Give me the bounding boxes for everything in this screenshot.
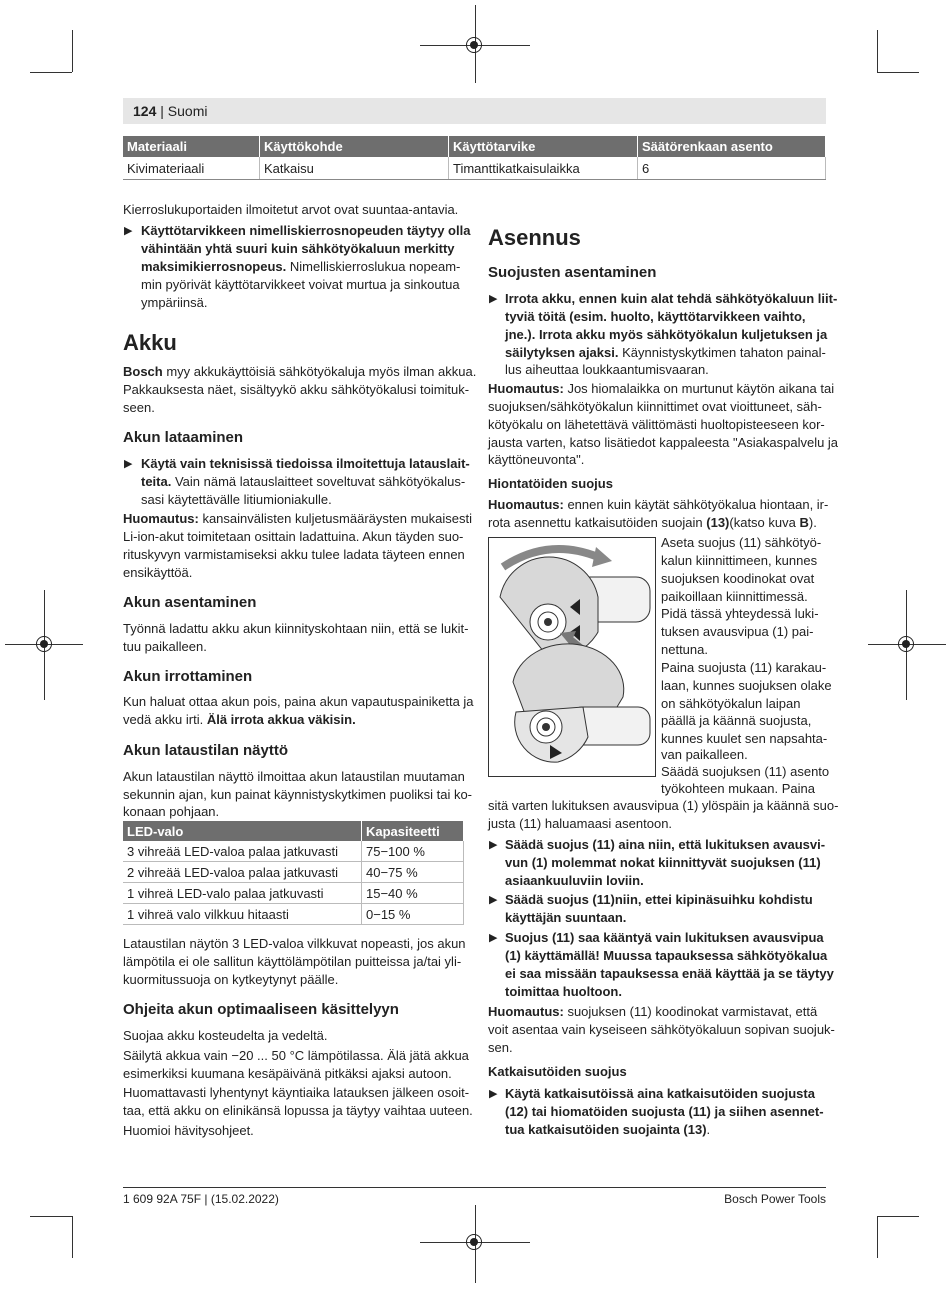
note-line: Huomautus: Jos hiomalaikka on murtunut käytön aikana tai xyxy=(488,381,835,396)
warning-line: lus aiheuttaa loukkaantumisvaaran. xyxy=(505,362,709,377)
guard-installation-illustration xyxy=(488,537,656,777)
subsection-title: Akun irrottaminen xyxy=(123,668,253,685)
paragraph-line: esimerkiksi kuumana kesäpäivänä pitkäksi ajaksi autoon. xyxy=(123,1066,452,1081)
warning-line: Säädä suojus (11) aina niin, että lukituksen avausvi- xyxy=(505,837,826,852)
paragraph-line: konaan pohjaan. xyxy=(123,804,220,819)
paragraph-line: Pakkauksesta näet, sisältyykö akku sähkötyökalusi toimituk- xyxy=(123,382,470,397)
bullet-arrow-icon: ▶ xyxy=(489,839,498,851)
footer-rule xyxy=(123,1187,826,1188)
table-cell: 15−40 % xyxy=(362,883,464,904)
figure-text-line: työkohteen mukaan. Paina xyxy=(661,781,815,796)
warning-line: min pyörivät käyttötarvikkeet voivat murtua ja sinkoutua xyxy=(141,277,460,292)
note-line: kötyökalu on lähetettävä välittömästi huoltopisteeseen kor- xyxy=(488,417,825,432)
table-header-cell: Käyttökohde xyxy=(260,136,449,157)
paragraph-line: Säilytä akkua vain −20 ... 50 °C lämpötilassa. Älä jätä akkua xyxy=(123,1048,469,1063)
warning-line: Käyttötarvikkeen nimelliskierrosnopeuden täytyy olla xyxy=(141,223,471,238)
table-header-cell: Kapasiteetti xyxy=(362,821,464,841)
led-table xyxy=(123,821,464,925)
crop-mark xyxy=(877,30,878,72)
table-header-cell: Säätörenkaan asento xyxy=(638,136,826,157)
table-cell: Katkaisu xyxy=(260,157,449,180)
note-line: käyttöneuvonta". xyxy=(488,452,585,467)
note-line: Huomautus: kansainvälisten kuljetusmääräysten mukaisesti xyxy=(123,511,472,526)
warning-line: asiaankuuluviin loviin. xyxy=(505,873,644,888)
page-language: Suomi xyxy=(167,103,208,119)
crop-mark xyxy=(72,1216,73,1258)
warning-line: Säädä suojus (11)niin, ettei kipinäsuihku kohdistu xyxy=(505,892,813,907)
figure-text-line: päällä ja käännä suojusta, xyxy=(661,713,812,728)
table-cell: 0−15 % xyxy=(362,904,464,925)
table-cell: 75−100 % xyxy=(362,841,464,862)
document-code: 1 609 92A 75F | (15.02.2022) xyxy=(123,1192,279,1206)
section-title: Akku xyxy=(123,330,177,355)
figure-text-line: on sähkötyökalun laipan xyxy=(661,696,801,711)
figure-text-line: paikoillaan kiinnittimessä. xyxy=(661,589,808,604)
warning-line: ympäriinsä. xyxy=(141,295,208,310)
paragraph-line: Suojaa akku kosteudelta ja vedeltä. xyxy=(123,1028,328,1043)
table-header-row xyxy=(123,821,464,841)
intro-text: Kierroslukuportaiden ilmoitetut arvot ovat suuntaa-antavia. xyxy=(123,202,459,217)
warning-line: Käytä katkaisutöissä aina katkaisutöiden suojusta xyxy=(505,1086,815,1101)
crop-mark xyxy=(30,1216,72,1217)
note-line: suojuksen/sähkötyökalun kiinnittimet ovat vioittuneet, säh- xyxy=(488,399,822,414)
registration-mark xyxy=(36,636,52,652)
figure-text-line: tuksen avausvipua (1) pai- xyxy=(661,624,814,639)
paragraph-line: lämpötila ei ole sallitun käyttölämpötilan puitteissa ja/tai yli- xyxy=(123,954,462,969)
note-line: jausta varten, katso lisätiedot kappaleesta "Asiakaspalvelu ja xyxy=(488,435,839,450)
note-line: Huomautus: suojuksen (11) koodinokat varmistavat, että xyxy=(488,1004,818,1019)
registration-mark xyxy=(466,37,482,53)
bullet-arrow-icon: ▶ xyxy=(124,225,133,237)
table-row xyxy=(123,862,464,883)
figure-text-line: van paikalleen. xyxy=(661,747,748,762)
paragraph-line: sekunnin ajan, kun painat käynnistyskytkimen puoliksi tai ko- xyxy=(123,787,473,802)
bullet-arrow-icon: ▶ xyxy=(489,1088,498,1100)
figure-text-line: nettuna. xyxy=(661,642,708,657)
table-cell: Timanttikatkaisulaikka xyxy=(449,157,638,180)
crop-mark xyxy=(877,1216,919,1217)
warning-line: tua katkaisutöiden suojainta (13). xyxy=(505,1122,711,1137)
note-line: sen. xyxy=(488,1040,513,1055)
subsection-title: Akun lataustilan näyttö xyxy=(123,742,289,759)
paragraph-line: sitä varten lukituksen avausvipua (1) ylöspäin ja käännä suo- xyxy=(488,798,839,813)
table-cell: 1 vihreä LED-valo palaa jatkuvasti xyxy=(123,883,362,904)
brand-name: Bosch Power Tools xyxy=(724,1192,826,1206)
figure-text-line: kunnes kuulet sen napsahta- xyxy=(661,731,828,746)
subsection-title: Akun asentaminen xyxy=(123,594,257,611)
paragraph-line: taa, että akku on elinikänsä lopussa ja täytyy vaihtaa uuteen. xyxy=(123,1103,473,1118)
table-header-row xyxy=(123,136,826,157)
subsection-title: Akun lataaminen xyxy=(123,429,244,446)
note-line: Li-ion-akut toimitetaan osittain ladattuina. Akun täyden suo- xyxy=(123,529,464,544)
note-line: Huomautus: ennen kuin käytät sähkötyökalua hiontaan, ir- xyxy=(488,497,829,512)
registration-mark xyxy=(898,636,914,652)
warning-line: toimittaa huoltoon. xyxy=(505,984,622,999)
paragraph-line: Bosch myy akkukäyttöisiä sähkötyökaluja myös ilman akkua. xyxy=(123,364,477,379)
note-line: voit asentaa vain kyseiseen sähkötyökaluun sopivan suojuk- xyxy=(488,1022,835,1037)
table-header-cell: LED-valo xyxy=(123,821,362,841)
warning-line: maksimikierrosnopeus. Nimelliskierroslukua nopeam- xyxy=(141,259,461,274)
subsection-title: Suojusten asentaminen xyxy=(488,264,657,281)
bullet-arrow-icon: ▶ xyxy=(489,932,498,944)
paragraph-line: Lataustilan näytön 3 LED-valoa vilkkuvat nopeasti, jos akun xyxy=(123,936,466,951)
figure-text-line: Säädä suojuksen (11) asento xyxy=(661,764,830,779)
warning-line: (1) käyttämällä! Muussa tapauksessa sähkötyökalua xyxy=(505,948,828,963)
page-number: 124 xyxy=(133,103,157,119)
paragraph-line: vedä akku irti. Älä irrota akkua väkisin. xyxy=(123,712,356,727)
bullet-arrow-icon: ▶ xyxy=(489,894,498,906)
note-line: rota asennettu katkaisutöiden suojain (13)(katso kuva B). xyxy=(488,515,817,530)
table-cell: 1 vihreä valo vilkkuu hitaasti xyxy=(123,904,362,925)
paragraph-line: Akun lataustilan näyttö ilmoittaa akun lataustilan muutaman xyxy=(123,769,465,784)
bullet-arrow-icon: ▶ xyxy=(489,293,498,305)
figure-text-line: Pidä tässä yhteydessä luki- xyxy=(661,606,819,621)
paragraph-line: tuu paikalleen. xyxy=(123,639,207,654)
table-row xyxy=(123,904,464,925)
warning-line: (12) tai hiomatöiden suojusta (11) ja siihen asennet- xyxy=(505,1104,824,1119)
table-cell: 40−75 % xyxy=(362,862,464,883)
table-cell: 6 xyxy=(638,157,826,180)
crop-mark xyxy=(30,72,72,73)
table-cell: 3 vihreää LED-valoa palaa jatkuvasti xyxy=(123,841,362,862)
figure-text-line: suojuksen koodinokat ovat xyxy=(661,571,815,586)
registration-mark xyxy=(466,1234,482,1250)
subsection-title: Katkaisutöiden suojus xyxy=(488,1064,627,1079)
subsection-title: Ohjeita akun optimaaliseen käsittelyyn xyxy=(123,1001,399,1018)
paragraph-line: justa (11) haluamaasi asentoon. xyxy=(488,816,673,831)
figure-text-line: Aseta suojus (11) sähkötyö- xyxy=(661,535,822,550)
warning-line: säilytyksen ajaksi. Käynnistyskytkimen tahaton painal- xyxy=(505,345,826,360)
table-cell: Kivimateriaali xyxy=(123,157,260,180)
table-header-cell: Materiaali xyxy=(123,136,260,157)
warning-line: sasi käytettävälle litiumioniakulle. xyxy=(141,492,332,507)
table-header-cell: Käyttötarvike xyxy=(449,136,638,157)
paragraph-line: Huomattavasti lyhentynyt käyntiaika latauksen jälkeen osoit- xyxy=(123,1085,470,1100)
figure-text-line: kalun kiinnittimeen, kunnes xyxy=(661,553,818,568)
accessory-table xyxy=(123,136,826,180)
page-header: 124 | Suomi xyxy=(123,98,826,124)
crop-mark xyxy=(72,30,73,72)
table-row xyxy=(123,841,464,862)
table-row xyxy=(123,157,826,180)
warning-line: jne.). Irrota akku myös sähkötyökalun kuljetuksen ja xyxy=(505,327,828,342)
warning-line: Käytä vain teknisissä tiedoissa ilmoitettuja latauslait- xyxy=(141,456,470,471)
figure-text-line: laan, kunnes suojuksen olake xyxy=(661,678,832,693)
warning-line: ei saa missään tapauksessa enää käyttää ja se täytyy xyxy=(505,966,834,981)
warning-line: teita. Vain nämä latauslaitteet soveltuvat sähkötyökalus- xyxy=(141,474,466,489)
warning-line: Suojus (11) saa kääntyä vain lukituksen avausvipua xyxy=(505,930,824,945)
warning-line: vun (1) molemmat nokat kiinnittyvät suojuksen (11) xyxy=(505,855,821,870)
crop-mark xyxy=(877,1216,878,1258)
subsection-title: Hiontatöiden suojus xyxy=(488,476,613,491)
figure-text-line: Paina suojusta (11) karakau- xyxy=(661,660,827,675)
crop-mark xyxy=(877,72,919,73)
paragraph-line: kuormitussuoja on kytkeytynyt päälle. xyxy=(123,972,339,987)
warning-line: tyviä töitä (esim. huolto, käyttötarvikkeen vaihto, xyxy=(505,309,806,324)
paragraph-line: seen. xyxy=(123,400,155,415)
warning-line: käyttäjän suuntaan. xyxy=(505,910,627,925)
paragraph-line: Kun haluat ottaa akun pois, paina akun vapautuspainiketta ja xyxy=(123,694,474,709)
warning-line: Irrota akku, ennen kuin alat tehdä sähkötyökaluun liit- xyxy=(505,291,838,306)
table-row xyxy=(123,883,464,904)
paragraph-line: Huomioi hävitysohjeet. xyxy=(123,1123,254,1138)
note-line: ensikäyttöä. xyxy=(123,565,193,580)
note-line: rituskyvyn varmistamiseksi akku tulee ladata täyteen ennen xyxy=(123,547,465,562)
warning-line: vähintään yhtä suuri kuin sähkötyökaluun merkitty xyxy=(141,241,455,256)
bullet-arrow-icon: ▶ xyxy=(124,458,133,470)
paragraph-line: Työnnä ladattu akku akun kiinnityskohtaan niin, että se lukit- xyxy=(123,621,469,636)
table-cell: 2 vihreää LED-valoa palaa jatkuvasti xyxy=(123,862,362,883)
section-title: Asennus xyxy=(488,225,581,250)
